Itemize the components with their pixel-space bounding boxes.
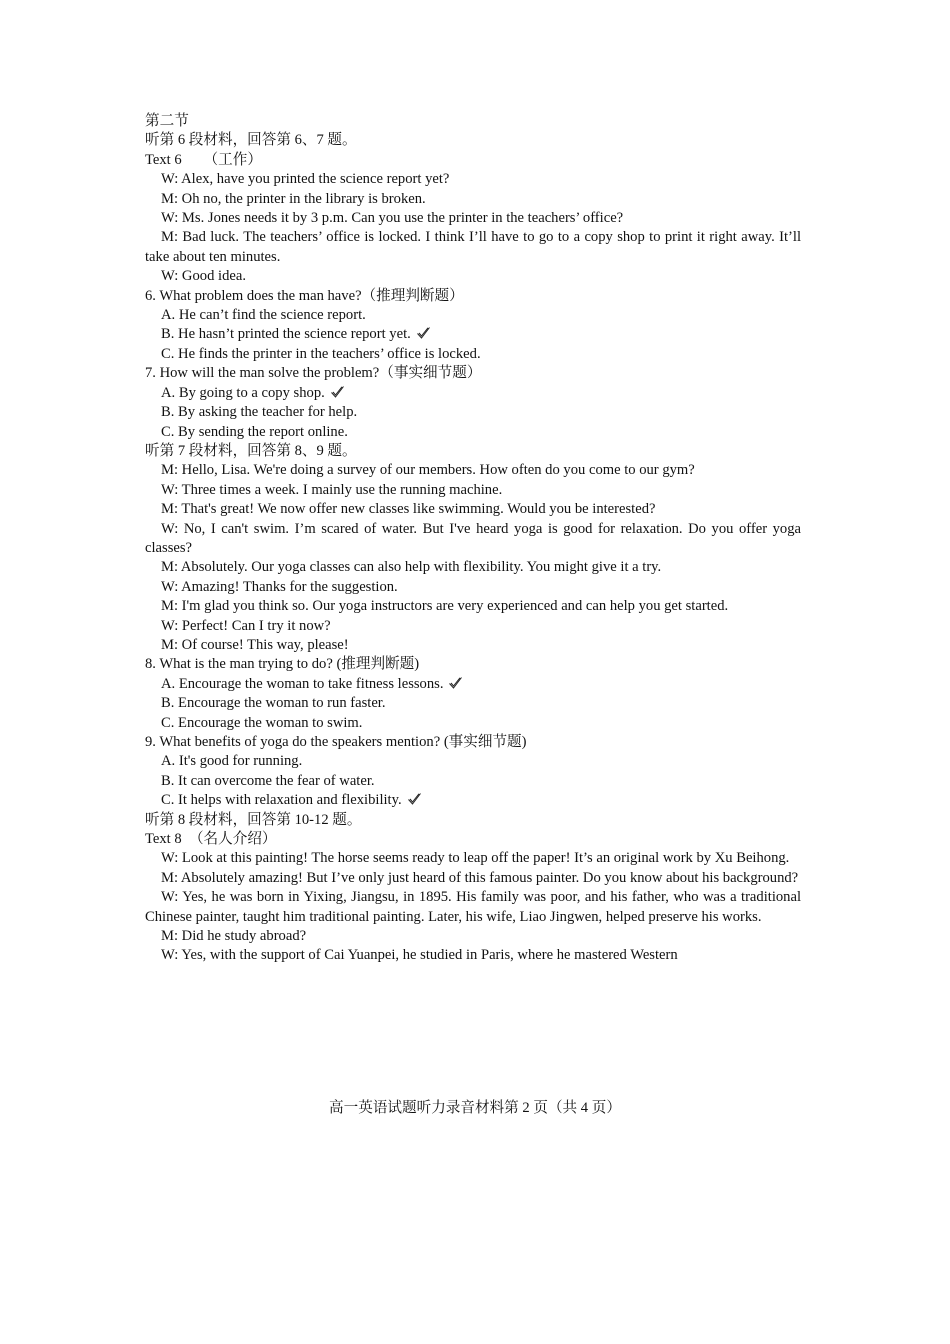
dialogue-line: M: That's great! We now offer new classes like swimming. Would you be interested? — [161, 501, 656, 518]
dialogue-line: W: Good idea. — [161, 268, 246, 285]
dialogue-line: M: Bad luck. The teachers’ office is locked. I think I’ll have to go to a copy shop to print it right away. It’ll take about ten minutes. — [145, 229, 801, 265]
option-6c: C. He finds the printer in the teachers’ office is locked. — [161, 345, 481, 362]
dialogue-line: W: Perfect! Can I try it now? — [161, 617, 331, 634]
text6-label: Text 6 （工作） — [145, 151, 262, 168]
dialogue-line: M: Absolutely amazing! But I’ve only just heard of this famous painter. Do you know about his background? — [161, 869, 799, 886]
option-6a: A. He can’t find the science report. — [161, 307, 366, 324]
text6-instruction: 听第 6 段材料，回答第 6、7 题。 — [145, 132, 357, 149]
option-8b: B. Encourage the woman to run faster. — [161, 695, 386, 712]
dialogue-line: M: Did he study abroad? — [161, 928, 307, 945]
dialogue-line: W: Ms. Jones needs it by 3 p.m. Can you use the printer in the teachers’ office? — [161, 210, 624, 227]
dialogue-line: W: Look at this painting! The horse seems ready to leap off the paper! It’s an original work by Xu Beihong. — [161, 850, 790, 867]
option-9c: C. It helps with relaxation and flexibility. — [145, 791, 801, 810]
dialogue-line: W: Amazing! Thanks for the suggestion. — [161, 578, 398, 595]
option-6b: B. He hasn’t printed the science report yet. — [145, 325, 801, 344]
check-mark-icon — [448, 676, 463, 690]
dialogue-line: W: No, I can't swim. I’m scared of water. But I've heard yoga is good for relaxation. Do you offer yoga classes? — [145, 520, 801, 556]
dialogue-line: M: Oh no, the printer in the library is broken. — [161, 190, 426, 207]
text7-instruction: 听第 7 段材料，回答第 8、9 题。 — [145, 442, 357, 459]
document-body — [145, 112, 801, 966]
page-footer: 高一英语试题听力录音材料第 2 页（共 4 页） — [329, 1100, 621, 1116]
dialogue-line: W: Three times a week. I mainly use the running machine. — [161, 481, 503, 498]
check-mark-icon — [330, 385, 345, 399]
option-9a: A. It's good for running. — [161, 753, 303, 770]
dialogue-line: M: I'm glad you think so. Our yoga instructors are very experienced and can help you get started. — [161, 598, 729, 615]
dialogue-line: W: Yes, he was born in Yixing, Jiangsu, in 1895. His family was poor, and his father, who was a traditional Chinese painter, taught him traditional painting. Later, his wife, Liao Jingwen, helped preserve his works. — [145, 889, 801, 925]
check-mark-icon — [407, 792, 422, 806]
dialogue-line: W: Yes, with the support of Cai Yuanpei, he studied in Paris, where he mastered Western — [161, 947, 678, 964]
text8-instruction: 听第 8 段材料，回答第 10-12 题。 — [145, 811, 362, 828]
text8-label: Text 8 （名人介绍） — [145, 831, 277, 848]
option-7b: B. By asking the teacher for help. — [161, 404, 358, 421]
question-6: 6. What problem does the man have?（推理判断题） — [145, 287, 464, 304]
option-8c: C. Encourage the woman to swim. — [161, 714, 363, 731]
question-9: 9. What benefits of yoga do the speakers mention? (事实细节题) — [145, 734, 527, 750]
check-mark-icon — [416, 326, 431, 340]
dialogue-line: W: Alex, have you printed the science report yet? — [161, 171, 450, 188]
section-title: 第二节 — [145, 113, 189, 129]
option-8a: A. Encourage the woman to take fitness lessons. — [145, 675, 801, 694]
dialogue-line: M: Hello, Lisa. We're doing a survey of our members. How often do you come to our gym? — [161, 462, 695, 479]
option-7c: C. By sending the report online. — [161, 423, 348, 440]
question-8: 8. What is the man trying to do? (推理判断题) — [145, 656, 420, 673]
question-7: 7. How will the man solve the problem?（事实细节题） — [145, 365, 482, 382]
option-9b: B. It can overcome the fear of water. — [161, 772, 375, 789]
option-7a: A. By going to a copy shop. — [145, 384, 801, 403]
dialogue-line: M: Absolutely. Our yoga classes can also help with flexibility. You might give it a try. — [161, 559, 662, 576]
dialogue-line: M: Of course! This way, please! — [161, 636, 349, 653]
